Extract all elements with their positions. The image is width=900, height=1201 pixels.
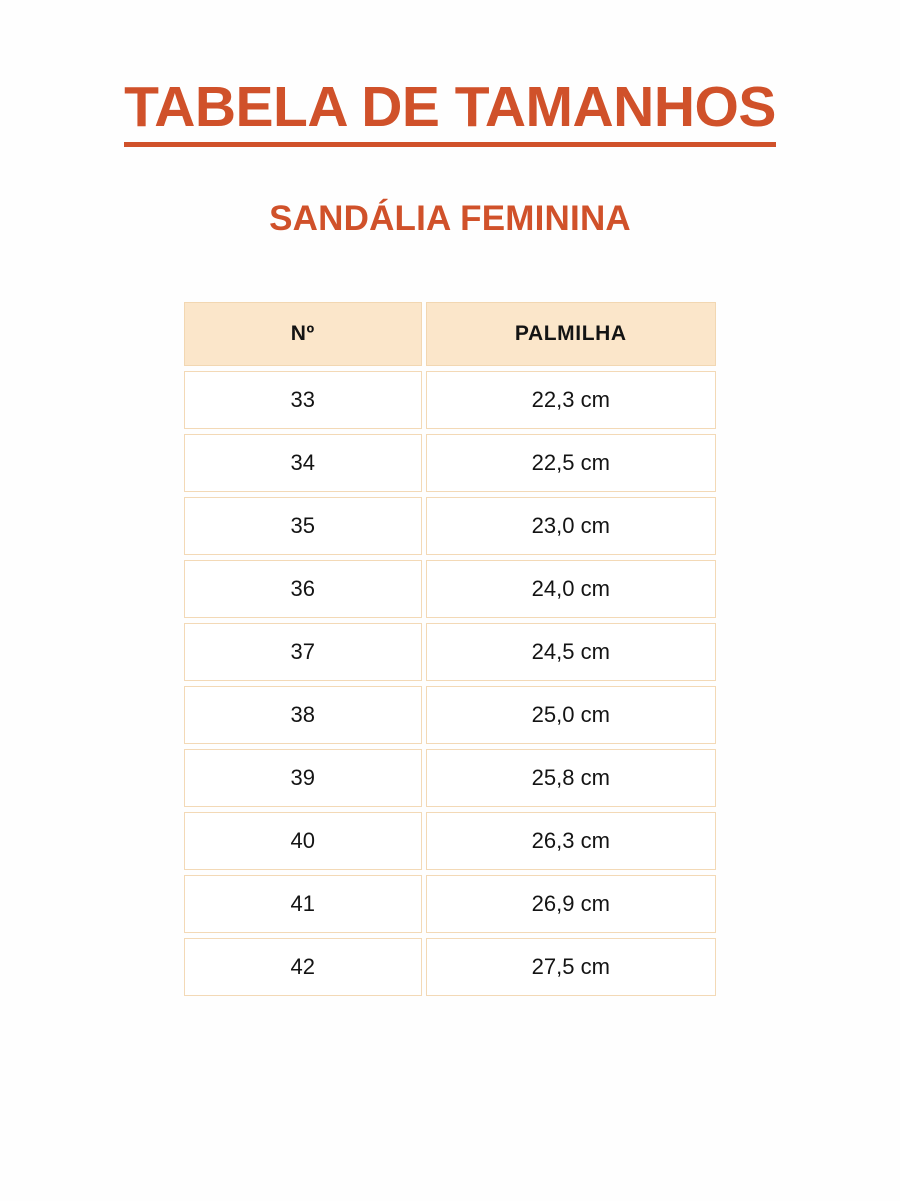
cell-numero: 40 [184, 812, 422, 870]
column-header-numero: Nº [184, 302, 422, 366]
subtitle-container [0, 147, 900, 239]
cell-palmilha: 27,5 cm [426, 938, 716, 996]
table-row [184, 686, 716, 744]
cell-numero: 39 [184, 749, 422, 807]
column-header-palmilha: PALMILHA [426, 302, 716, 366]
cell-palmilha: 22,5 cm [426, 434, 716, 492]
cell-numero: 38 [184, 686, 422, 744]
cell-numero: 34 [184, 434, 422, 492]
cell-palmilha: 25,8 cm [426, 749, 716, 807]
title-container [0, 0, 900, 147]
cell-palmilha: 24,5 cm [426, 623, 716, 681]
table-row [184, 875, 716, 933]
page-title: TABELA DE TAMANHOS [124, 78, 776, 147]
cell-numero: 36 [184, 560, 422, 618]
table-header [184, 302, 716, 366]
table-row [184, 812, 716, 870]
cell-numero: 37 [184, 623, 422, 681]
table-row [184, 749, 716, 807]
cell-palmilha: 24,0 cm [426, 560, 716, 618]
table-row [184, 938, 716, 996]
cell-numero: 42 [184, 938, 422, 996]
table-row [184, 371, 716, 429]
table-body [184, 371, 716, 996]
cell-palmilha: 26,3 cm [426, 812, 716, 870]
cell-numero: 33 [184, 371, 422, 429]
table-row [184, 623, 716, 681]
cell-palmilha: 23,0 cm [426, 497, 716, 555]
page-subtitle: SANDÁLIA FEMININA [269, 198, 631, 238]
table-row [184, 434, 716, 492]
size-table-container [180, 239, 720, 1001]
cell-palmilha: 22,3 cm [426, 371, 716, 429]
cell-numero: 41 [184, 875, 422, 933]
table-row [184, 497, 716, 555]
table-row [184, 560, 716, 618]
cell-numero: 35 [184, 497, 422, 555]
cell-palmilha: 26,9 cm [426, 875, 716, 933]
table-header-row [184, 302, 716, 366]
cell-palmilha: 25,0 cm [426, 686, 716, 744]
size-table [180, 297, 720, 1001]
